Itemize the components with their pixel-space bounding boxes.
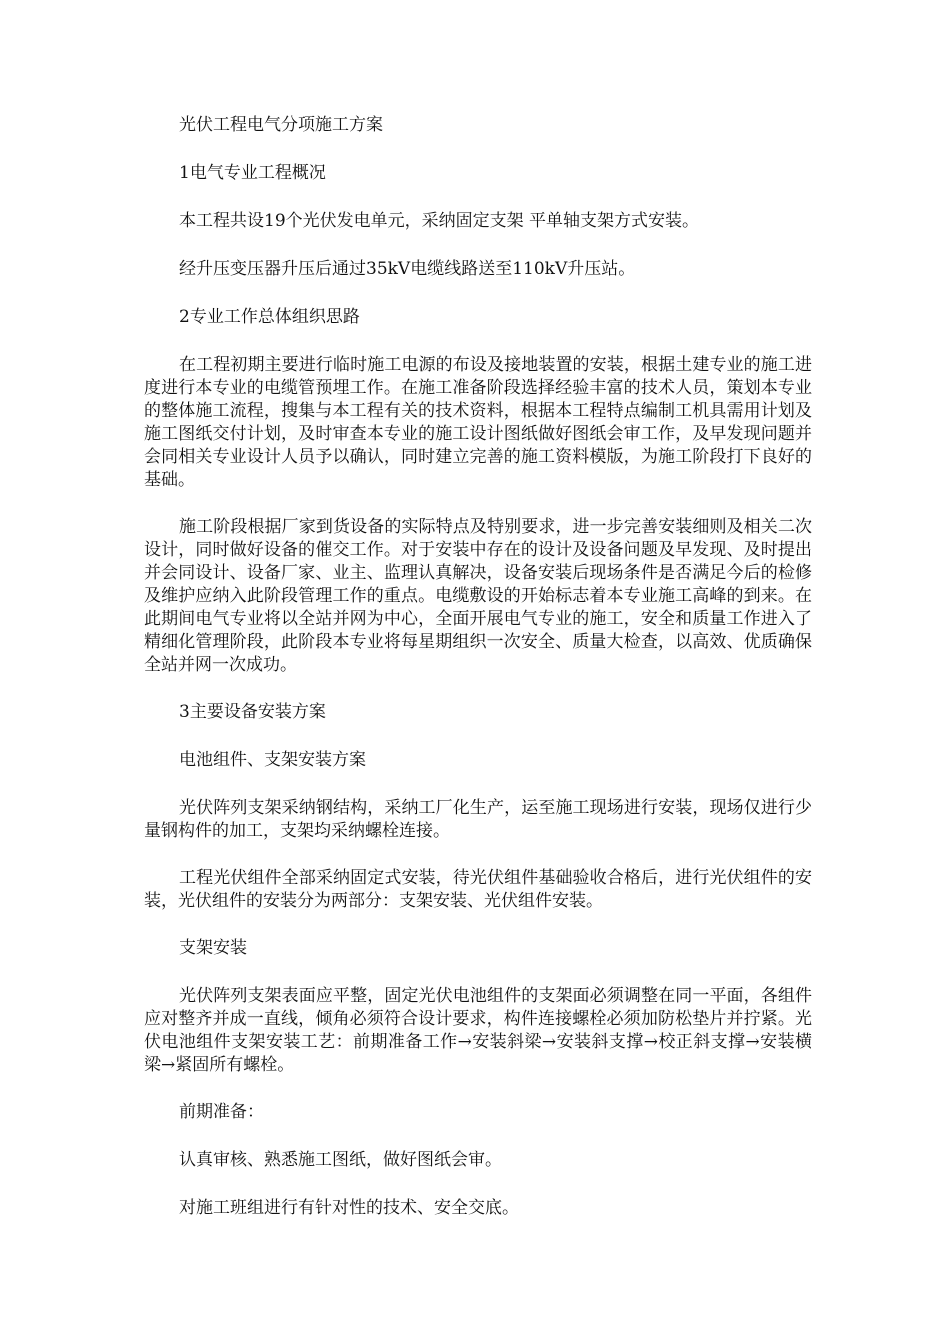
paragraph: 认真审核、熟悉施工图纸，做好图纸会审。 — [179, 1150, 502, 1170]
paragraph: 经升压变压器升压后通过35kV电缆线路送至110kV升压站。 — [179, 259, 636, 279]
document-title: 光伏工程电气分项施工方案 — [179, 115, 383, 135]
subsection-heading: 电池组件、支架安装方案 — [179, 750, 366, 770]
paragraph: 前期准备： — [179, 1102, 264, 1122]
subsection-heading: 支架安装 — [179, 938, 247, 958]
paragraph: 工程光伏组件全部采纳固定式安装，待光伏组件基础验收合格后，进行光伏组件的安装，光伏组件的安装分为两部分：支架安装、光伏组件安装。 — [144, 868, 812, 911]
paragraph: 在工程初期主要进行临时施工电源的布设及接地装置的安装，根据土建专业的施工进度进行本专业的电缆管预埋工作。在施工准备阶段选择经验丰富的技术人员，策划本专业的整体施工流程，搜集与本工程有关的技术资料，根据本工程特点编制工机具需用计划及施工图纸交付计划，及时审查本专业的施工设计图纸做好图纸会审工作，及早发现问题并会同相关专业设计人员予以确认，同时建立完善的施工资料模版，为施工阶段打下良好的基础。 — [144, 355, 812, 490]
paragraph: 施工阶段根据厂家到货设备的实际特点及特别要求，进一步完善安装细则及相关二次设计，同时做好设备的催交工作。对于安装中存在的设计及设备问题及早发现、及时提出并会同设计、设备厂家、业主、监理认真解决，设备安装后现场条件是否满足今后的检修及维护应纳入此阶段管理工作的重点。电缆敷设的开始标志着本专业施工高峰的到来。在此期间电气专业将以全站并网为中心，全面开展电气专业的施工，安全和质量工作进入了精细化管理阶段，此阶段本专业将每星期组织一次安全、质量大检查，以高效、优质确保全站并网一次成功。 — [144, 517, 812, 675]
paragraph: 本工程共设19个光伏发电单元，采纳固定支架 平单轴支架方式安装。 — [179, 211, 700, 231]
paragraph: 光伏阵列支架表面应平整，固定光伏电池组件的支架面必须调整在同一平面，各组件应对整齐并成一直线，倾角必须符合设计要求，构件连接螺栓必须加防松垫片并拧紧。光伏电池组件支架安装工艺：前期准备工作→安装斜梁→安装斜支撑→校正斜支撑→安装横梁→紧固所有螺栓。 — [144, 986, 812, 1075]
section-heading-3: 3主要设备安装方案 — [179, 702, 326, 722]
section-heading-2: 2专业工作总体组织思路 — [179, 307, 360, 327]
document-page — [144, 114, 812, 1245]
section-heading-1: 1电气专业工程概况 — [179, 163, 326, 183]
paragraph: 对施工班组进行有针对性的技术、安全交底。 — [179, 1198, 519, 1218]
paragraph: 光伏阵列支架采纳钢结构，采纳工厂化生产，运至施工现场进行安装，现场仅进行少量钢构件的加工，支架均采纳螺栓连接。 — [144, 798, 812, 841]
